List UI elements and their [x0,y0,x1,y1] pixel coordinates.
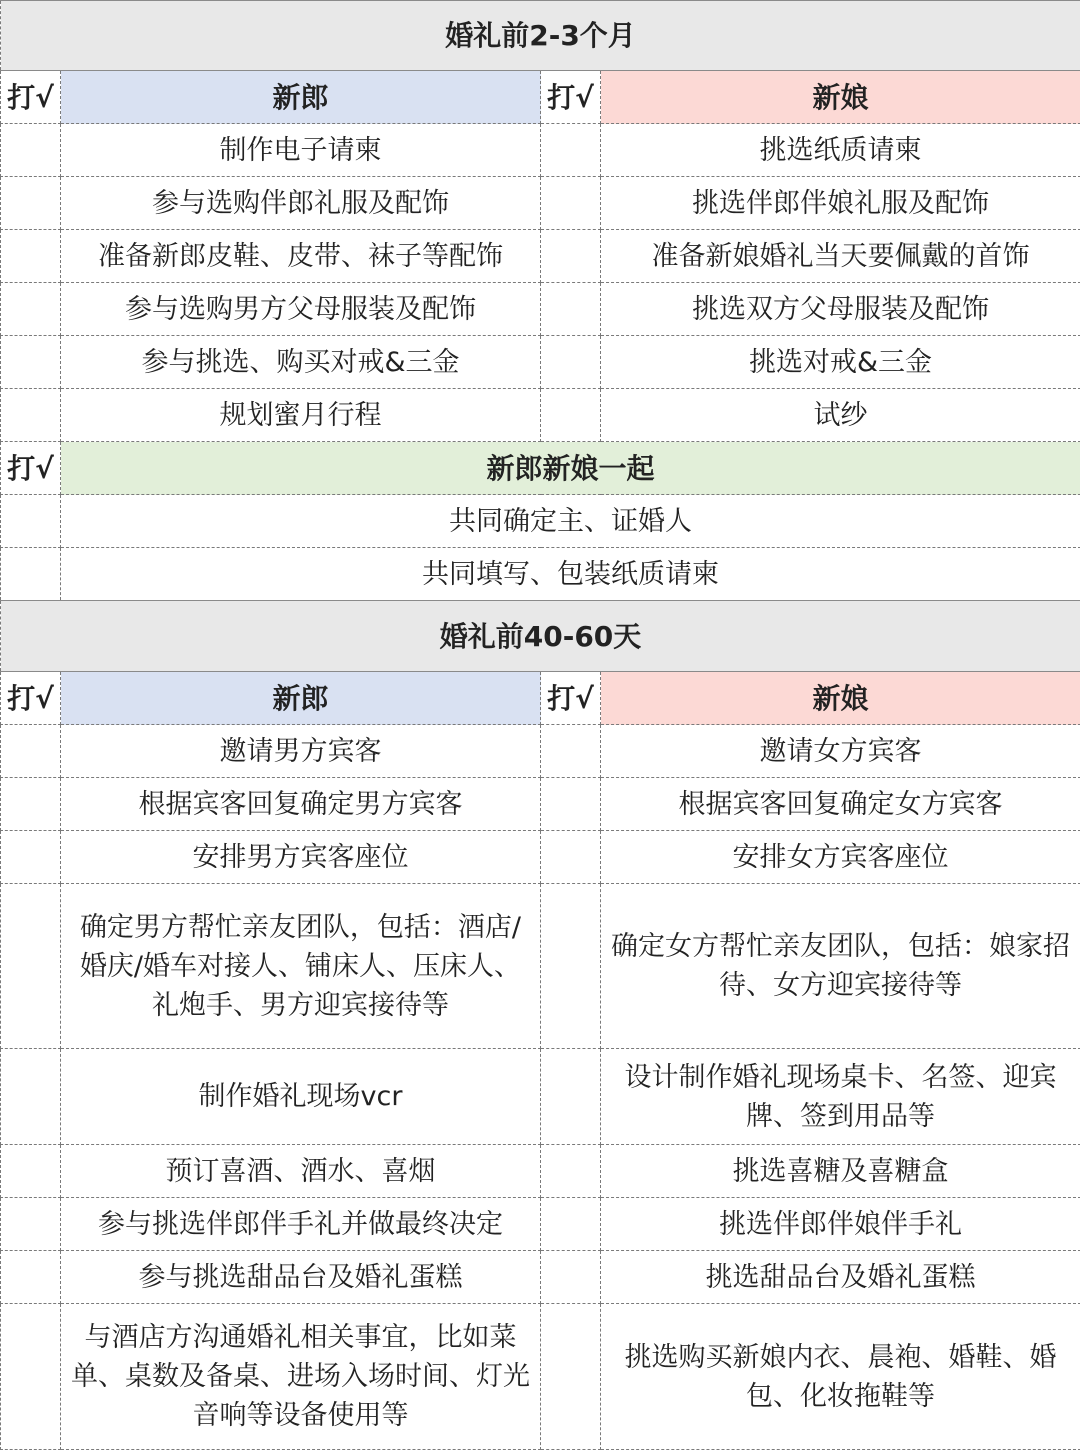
table-row [1,230,1080,283]
bride-task: 安排女方宾客座位 [601,831,1080,884]
bride-checkbox[interactable] [541,283,601,336]
groom-checkbox[interactable] [1,1145,61,1198]
groom-checkbox[interactable] [1,283,61,336]
bride-task: 设计制作婚礼现场桌卡、名签、迎宾牌、签到用品等 [601,1049,1080,1145]
groom-checkbox[interactable] [1,336,61,389]
groom-checkbox[interactable] [1,1049,61,1145]
table-row [1,1145,1080,1198]
bride-checkbox[interactable] [541,778,601,831]
table-row [1,1304,1080,1450]
table-row [1,1198,1080,1251]
bride-checkbox[interactable] [541,230,601,283]
table-row [1,831,1080,884]
bride-checkbox[interactable] [541,884,601,1049]
bride-task: 挑选伴郎伴娘礼服及配饰 [601,177,1080,230]
table-row [1,283,1080,336]
groom-task: 根据宾客回复确定男方宾客 [61,778,541,831]
section-title: 婚礼前40-60天 [1,601,1080,672]
bride-task: 根据宾客回复确定女方宾客 [601,778,1080,831]
together-column-header: 新郎新娘一起 [61,442,1080,495]
groom-task: 规划蜜月行程 [61,389,541,442]
groom-checkbox[interactable] [1,725,61,778]
table-row [1,177,1080,230]
section-title: 婚礼前2-3个月 [1,1,1080,71]
column-header-row [1,71,1080,124]
together-task: 共同确定主、证婚人 [61,495,1080,548]
bride-check-header: 打√ [541,672,601,725]
column-header-row [1,672,1080,725]
table-row [1,778,1080,831]
bride-task: 挑选对戒&三金 [601,336,1080,389]
bride-task: 试纱 [601,389,1080,442]
groom-checkbox[interactable] [1,778,61,831]
bride-checkbox[interactable] [541,1049,601,1145]
together-task: 共同填写、包装纸质请柬 [61,548,1080,601]
section-header [1,1,1080,71]
table-row [1,336,1080,389]
together-header-row [1,442,1080,495]
table-row [1,548,1080,601]
groom-task: 安排男方宾客座位 [61,831,541,884]
table-row [1,1049,1080,1145]
groom-checkbox[interactable] [1,230,61,283]
bride-checkbox[interactable] [541,1304,601,1450]
groom-checkbox[interactable] [1,124,61,177]
groom-task: 参与挑选甜品台及婚礼蛋糕 [61,1251,541,1304]
bride-task: 挑选纸质请柬 [601,124,1080,177]
groom-checkbox[interactable] [1,389,61,442]
bride-column-header: 新娘 [601,672,1080,725]
groom-task: 参与选购男方父母服装及配饰 [61,283,541,336]
groom-checkbox[interactable] [1,831,61,884]
groom-column-header: 新郎 [61,71,541,124]
bride-task: 挑选双方父母服装及配饰 [601,283,1080,336]
bride-task: 邀请女方宾客 [601,725,1080,778]
groom-task: 参与选购伴郎礼服及配饰 [61,177,541,230]
together-checkbox[interactable] [1,548,61,601]
bride-task: 挑选购买新娘内衣、晨袍、婚鞋、婚包、化妆拖鞋等 [601,1304,1080,1450]
groom-checkbox[interactable] [1,1304,61,1450]
together-check-header: 打√ [1,442,61,495]
bride-task: 准备新娘婚礼当天要佩戴的首饰 [601,230,1080,283]
bride-checkbox[interactable] [541,1251,601,1304]
table-row [1,1251,1080,1304]
bride-checkbox[interactable] [541,1145,601,1198]
groom-task: 确定男方帮忙亲友团队，包括：酒店/婚庆/婚车对接人、铺床人、压床人、礼炮手、男方迎宾接待等 [61,884,541,1049]
groom-check-header: 打√ [1,672,61,725]
table-row [1,124,1080,177]
groom-checkbox[interactable] [1,1251,61,1304]
groom-task: 邀请男方宾客 [61,725,541,778]
bride-checkbox[interactable] [541,177,601,230]
groom-task: 制作婚礼现场vcr [61,1049,541,1145]
groom-check-header: 打√ [1,71,61,124]
bride-column-header: 新娘 [601,71,1080,124]
groom-checkbox[interactable] [1,177,61,230]
bride-task: 确定女方帮忙亲友团队，包括：娘家招待、女方迎宾接待等 [601,884,1080,1049]
together-checkbox[interactable] [1,495,61,548]
groom-task: 与酒店方沟通婚礼相关事宜，比如菜单、桌数及备桌、进场入场时间、灯光音响等设备使用等 [61,1304,541,1450]
bride-checkbox[interactable] [541,1198,601,1251]
table-row [1,495,1080,548]
bride-check-header: 打√ [541,71,601,124]
bride-checkbox[interactable] [541,389,601,442]
groom-task: 参与挑选伴郎伴手礼并做最终决定 [61,1198,541,1251]
table-row [1,389,1080,442]
groom-task: 制作电子请柬 [61,124,541,177]
groom-task: 准备新郎皮鞋、皮带、袜子等配饰 [61,230,541,283]
bride-task: 挑选伴郎伴娘伴手礼 [601,1198,1080,1251]
bride-task: 挑选喜糖及喜糖盒 [601,1145,1080,1198]
groom-task: 参与挑选、购买对戒&三金 [61,336,541,389]
bride-task: 挑选甜品台及婚礼蛋糕 [601,1251,1080,1304]
groom-checkbox[interactable] [1,1198,61,1251]
table-row [1,725,1080,778]
bride-checkbox[interactable] [541,124,601,177]
table-row [1,884,1080,1049]
bride-checkbox[interactable] [541,725,601,778]
groom-task: 预订喜酒、酒水、喜烟 [61,1145,541,1198]
groom-checkbox[interactable] [1,884,61,1049]
groom-column-header: 新郎 [61,672,541,725]
bride-checkbox[interactable] [541,336,601,389]
section-header [1,601,1080,672]
bride-checkbox[interactable] [541,831,601,884]
